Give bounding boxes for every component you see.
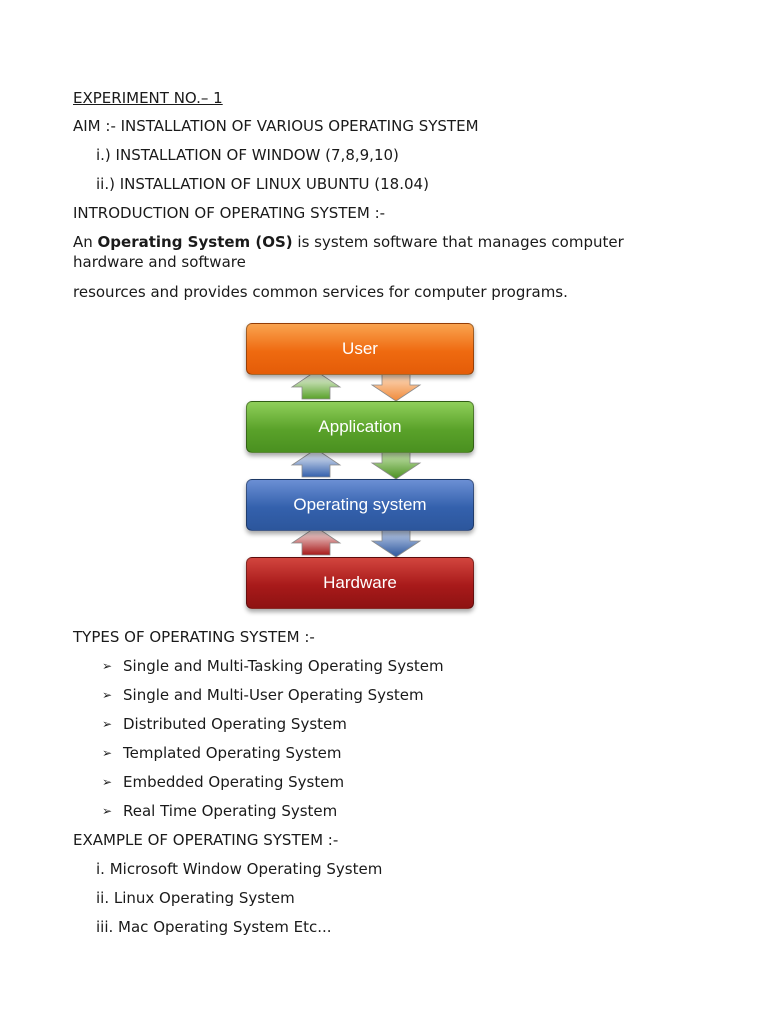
arrow-bullet-icon: ➢ xyxy=(102,746,113,760)
list-item xyxy=(102,685,424,705)
arrow-bullet-icon: ➢ xyxy=(102,659,113,673)
arrow-bullet-icon: ➢ xyxy=(102,717,113,731)
hardware-layer-box: Hardware xyxy=(246,557,474,609)
list-item xyxy=(102,714,347,734)
example-item: ii. Linux Operating System xyxy=(96,889,295,907)
experiment-heading: EXPERIMENT NO.– 1 xyxy=(73,89,223,107)
user-layer-box: User xyxy=(246,323,474,375)
intro-line1-rest: is system software that manages computer xyxy=(292,233,624,251)
os-layers-diagram xyxy=(230,315,490,615)
aim-item: ii.) INSTALLATION OF LINUX UBUNTU (18.04) xyxy=(96,175,429,193)
intro-line3: resources and provides common services for computer programs. xyxy=(73,283,568,301)
example-item: iii. Mac Operating System Etc... xyxy=(96,918,332,936)
aim-item: i.) INSTALLATION OF WINDOW (7,8,9,10) xyxy=(96,146,399,164)
types-heading: TYPES OF OPERATING SYSTEM :- xyxy=(73,628,315,646)
type-label: Distributed Operating System xyxy=(123,715,347,733)
list-item xyxy=(102,656,444,676)
type-label: Single and Multi-User Operating System xyxy=(123,686,424,704)
up-arrow-icon xyxy=(292,527,340,555)
down-arrow-icon xyxy=(372,451,420,479)
up-arrow-icon xyxy=(292,371,340,399)
intro-prefix: An xyxy=(73,233,98,251)
arrow-bullet-icon: ➢ xyxy=(102,688,113,702)
os-term: Operating System (OS) xyxy=(97,233,293,251)
examples-heading: EXAMPLE OF OPERATING SYSTEM :- xyxy=(73,831,339,849)
list-item xyxy=(102,801,337,821)
arrow-bullet-icon: ➢ xyxy=(102,775,113,789)
down-arrow-icon xyxy=(372,373,420,401)
application-layer-box: Application xyxy=(246,401,474,453)
intro-heading: INTRODUCTION OF OPERATING SYSTEM :- xyxy=(73,204,386,222)
type-label: Single and Multi-Tasking Operating System xyxy=(123,657,444,675)
intro-line2: hardware and software xyxy=(73,253,246,271)
intro-paragraph xyxy=(73,232,693,272)
example-item: i. Microsoft Window Operating System xyxy=(96,860,383,878)
down-arrow-icon xyxy=(372,529,420,557)
type-label: Templated Operating System xyxy=(123,744,342,762)
operating-system-layer-box: Operating system xyxy=(246,479,474,531)
up-arrow-icon xyxy=(292,449,340,477)
type-label: Embedded Operating System xyxy=(123,773,345,791)
type-label: Real Time Operating System xyxy=(123,802,338,820)
aim-line: AIM :- INSTALLATION OF VARIOUS OPERATING SYSTEM xyxy=(73,117,479,135)
list-item xyxy=(102,743,341,763)
list-item xyxy=(102,772,344,792)
arrow-bullet-icon: ➢ xyxy=(102,804,113,818)
